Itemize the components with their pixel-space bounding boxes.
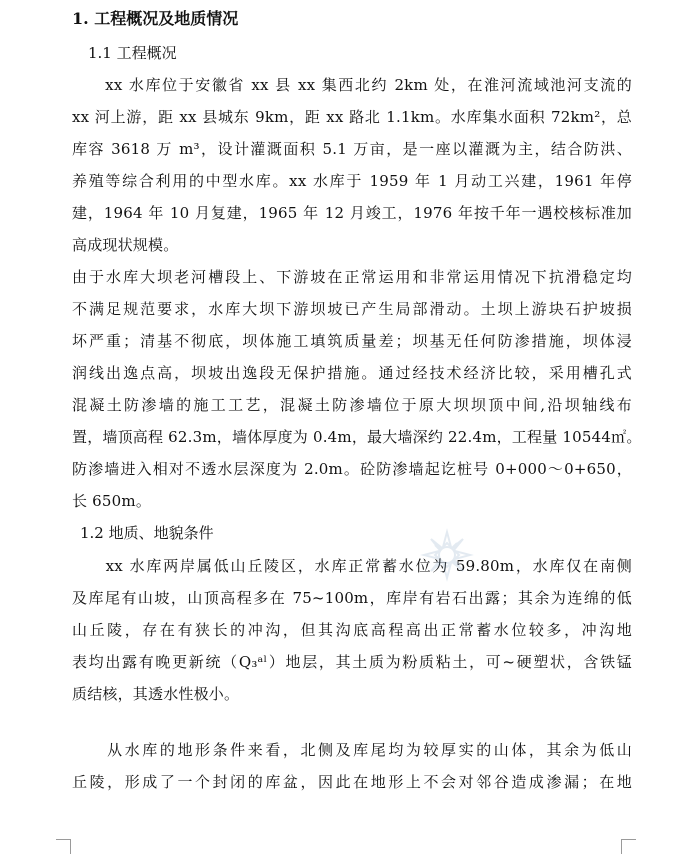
paragraph-line: 库容 3618 万 m³，设计灌溉面积 5.1 万亩，是一座以灌溉为主，结合防洪、 [72, 140, 632, 158]
page-corner-mark [621, 839, 636, 854]
heading-1: 1. 工程概况及地质情况 [72, 9, 239, 28]
page-corner-mark [56, 839, 71, 854]
paragraph-line: xx 河上游，距 xx 县城东 9km，距 xx 路北 1.1km。水库集水面积 72km²，总 [72, 108, 632, 126]
paragraph-line: 丘陵，形成了一个封闭的库盆，因此在地形上不会对邻谷造成渗漏；在地 [72, 773, 632, 791]
paragraph-line: xx 水库位于安徽省 xx 县 xx 集西北约 2km 处，在淮河流域池河支流的 [72, 76, 632, 94]
paragraph-line: 不满足规范要求，水库大坝下游坝坡已产生局部滑动。土坝上游块石护坡损 [72, 300, 632, 318]
paragraph-line: 高成现状规模。 [72, 236, 179, 254]
paragraph-line: 从水库的地形条件来看，北侧及库尾均为较厚实的山体，其余为低山 [72, 741, 632, 759]
paragraph-line: 表均出露有晚更新统（Q₃ᵃˡ）地层，其土质为粉质粘土，可~硬塑状，含铁锰 [72, 653, 632, 671]
paragraph-line: 由于水库大坝老河槽段上、下游坡在正常运用和非常运用情况下抗滑稳定均 [72, 268, 632, 286]
paragraph-line: 坏严重；清基不彻底，坝体施工填筑质量差；坝基无任何防渗措施，坝体浸 [72, 332, 632, 350]
heading-1-1: 1.1 工程概况 [88, 44, 177, 62]
paragraph-line: 山丘陵，存在有狭长的冲沟，但其沟底高程高出正常蓄水位较多，冲沟地 [72, 621, 632, 639]
watermark-logo-icon [420, 528, 474, 582]
paragraph-line: 防渗墙进入相对不透水层深度为 2.0m。砼防渗墙起讫桩号 0+000～0+650， [72, 460, 632, 478]
paragraph-line: 置，墙顶高程 62.3m，墙体厚度为 0.4m，最大墙深约 22.4m，工程量 10544㎡。 [72, 428, 642, 446]
paragraph-line: 及库尾有山坡，山顶高程多在 75~100m，库岸有岩石出露；其余为连绵的低 [72, 589, 632, 607]
paragraph-line: 养殖等综合利用的中型水库。xx 水库于 1959 年 1 月动工兴建，1961 年停 [72, 172, 632, 190]
paragraph-line: 质结核，其透水性极小。 [72, 685, 240, 703]
heading-1-2: 1.2 地质、地貌条件 [80, 524, 214, 542]
paragraph-line: 混凝土防渗墙的施工工艺，混凝土防渗墙位于原大坝坝顶中间,沿坝轴线布 [72, 396, 632, 414]
paragraph-line: 润线出逸点高，坝坡出逸段无保护措施。通过经技术经济比较，采用槽孔式 [72, 364, 632, 382]
paragraph-line: xx 水库两岸属低山丘陵区，水库正常蓄水位为 59.80m，水库仅在南侧 [72, 557, 632, 575]
paragraph-line: 建，1964 年 10 月复建，1965 年 12 月竣工，1976 年按千年一遇校核标准加 [72, 204, 632, 222]
paragraph-line: 长 650m。 [72, 492, 152, 510]
